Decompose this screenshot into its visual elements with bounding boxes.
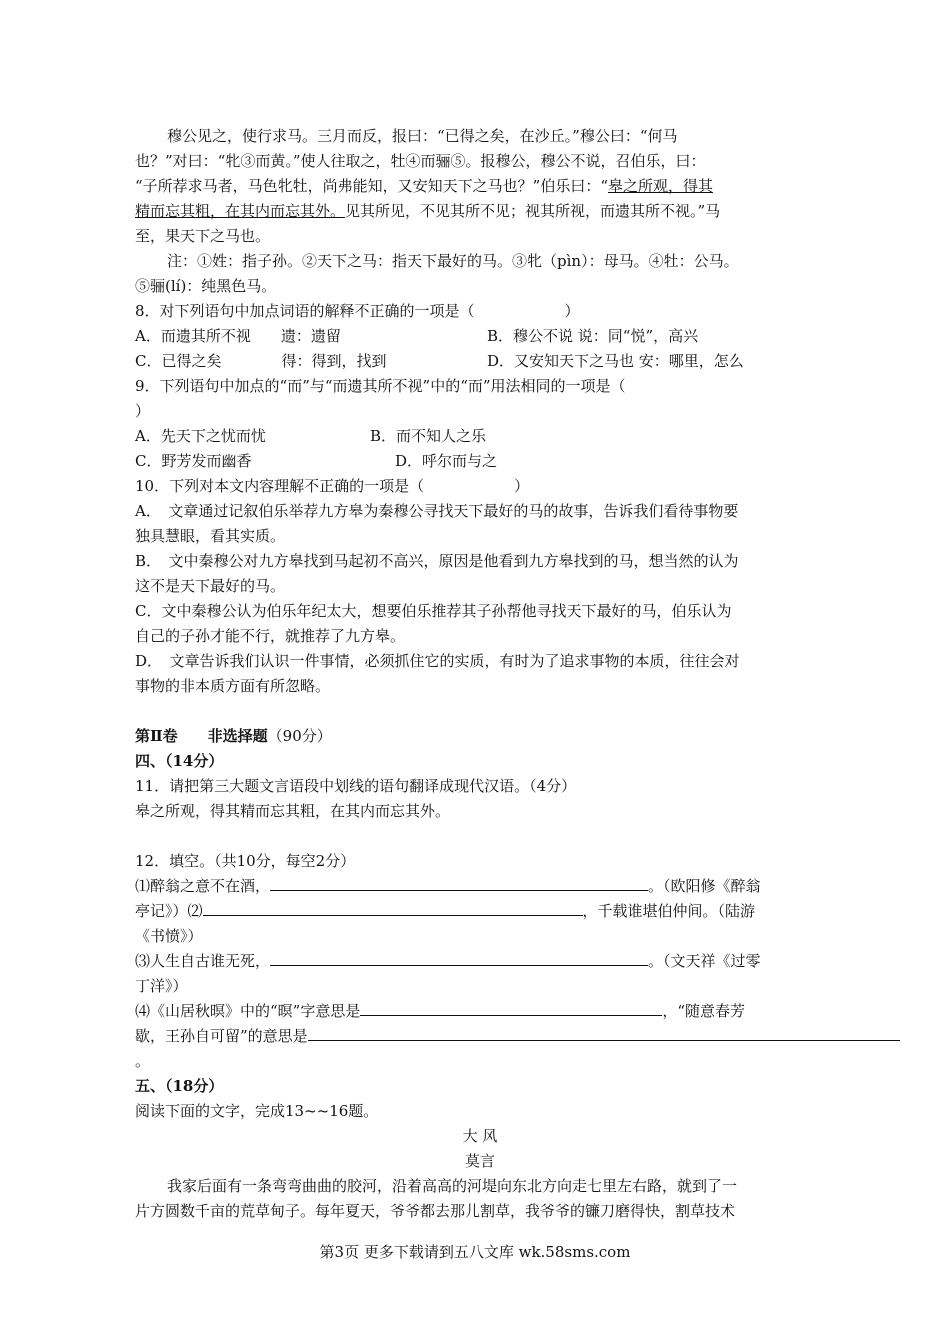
option-b: B．而不知人之乐 xyxy=(370,427,487,445)
passage-line: 穆公见之，使行求马。三月而反，报曰：“已得之矣，在沙丘。”穆公曰：“何马 xyxy=(167,127,678,145)
fill-suffix: ，“随意春芳 xyxy=(662,1002,746,1020)
answer-blank[interactable] xyxy=(360,1000,662,1016)
passage-line: 也？”对曰：“牝③而黄。”使人往取之，牡④而骊⑤。报穆公，穆公不说，召伯乐，曰： xyxy=(135,152,706,170)
page-footer: 第3页 更多下载请到五八文库 wk.58sms.com xyxy=(319,1243,631,1261)
question-8-options-cd xyxy=(135,349,825,374)
fill-suffix: 。（欧阳修《醉翁 xyxy=(648,877,761,895)
fill-line-5: 丁洋》） xyxy=(135,977,188,995)
option-a: A．先天下之忧而忧 xyxy=(135,427,266,445)
option-c-cont: 自己的子孙才能不行，就推荐了九方皋。 xyxy=(135,627,406,645)
option-c: C．野芳发而幽香 xyxy=(135,452,252,470)
question-9-stem: 9．下列语句中加点的“而”与“而遗其所不视”中的“而”用法相同的一项是（ xyxy=(135,377,626,395)
question-11-stem: 11．请把第三大题文言语段中划线的语句翻译成现代汉语。（4分） xyxy=(135,777,577,795)
fill-line-1 xyxy=(135,874,825,899)
option-b: B．穆公不说 说：同“悦”，高兴 xyxy=(487,327,699,345)
fill-prompt: ⑴醉翁之意不在酒， xyxy=(135,877,271,895)
section-4-heading: 四、（14分） xyxy=(135,752,224,770)
passage-line: 至，果天下之马也。 xyxy=(135,227,271,245)
passage-line xyxy=(135,174,825,199)
question-10-stem: 10．下列对本文内容理解不正确的一项是（ ） xyxy=(135,477,530,495)
option-a-cont: 独具慧眼，看其实质。 xyxy=(135,527,286,545)
option-b-cont: 这不是天下最好的马。 xyxy=(135,577,286,595)
fill-suffix: ，千载谁堪伯仲间。（陆游 xyxy=(582,902,756,920)
fill-line-7 xyxy=(135,1024,825,1049)
question-8-stem: 8．对下列语句中加点词语的解释不正确的一项是（ ） xyxy=(135,302,580,320)
essay-paragraph: 我家后面有一条弯弯曲曲的胶河，沿着高高的河堤向东北方向走七里左右路，就到了一 xyxy=(167,1177,738,1195)
passage-line xyxy=(135,199,825,224)
section-5-intro: 阅读下面的文字，完成13~~16题。 xyxy=(135,1102,379,1120)
essay-paragraph-cont: 片方圆数千亩的荒草甸子。每年夏天，爷爷都去那儿割草，我爷爷的镰刀磨得快，割草技术 xyxy=(135,1202,736,1220)
question-9-options-ab xyxy=(135,424,825,449)
part-2-heading xyxy=(135,724,825,749)
question-8-options-ab xyxy=(135,324,825,349)
option-c: C．已得之矣 得：得到，找到 xyxy=(135,352,387,370)
answer-blank[interactable] xyxy=(270,950,648,966)
option-d: D． 文章告诉我们认识一件事情，必须抓住它的实质，有时为了追求事物的本质，往往会对 xyxy=(135,652,740,670)
section-5-heading: 五、（18分） xyxy=(135,1077,224,1095)
question-9-options-cd xyxy=(135,449,825,474)
essay-author: 莫言 xyxy=(464,1152,495,1170)
fill-suffix: 。（文天祥《过零 xyxy=(648,952,761,970)
passage-note: ⑤骊(lí)：纯黑色马。 xyxy=(135,277,277,295)
fill-line-4 xyxy=(135,949,825,974)
option-b: B． 文中秦穆公对九方皋找到马起初不高兴，原因是他看到九方皋找到的马，想当然的认为 xyxy=(135,552,739,570)
underlined-sentence: 皋之所观，得其 xyxy=(608,177,714,195)
option-c: C．文中秦穆公认为伯乐年纪太大，想要伯乐推荐其子孙帮他寻找天下最好的马，伯乐认为 xyxy=(135,602,732,620)
question-11-text: 皋之所观，得其精而忘其粗，在其内而忘其外。 xyxy=(135,802,451,820)
question-9-stem-end: ） xyxy=(135,402,151,420)
underlined-sentence: 精而忘其粗，在其内而忘其外。 xyxy=(135,202,346,220)
fill-line-6 xyxy=(135,999,825,1024)
fill-prompt: ⑶人生自古谁无死， xyxy=(135,952,271,970)
passage-text: “子所荐求马者，马色牝牡，尚弗能知，又安知天下之马也？”伯乐曰：“ xyxy=(135,177,609,195)
page-content xyxy=(135,124,825,1224)
fill-prompt: 歇，王孙自可留”的意思是 xyxy=(135,1027,308,1045)
answer-blank[interactable] xyxy=(270,875,648,891)
passage-note: 注：①姓：指子孙。②天下之马：指天下最好的马。③牝（pìn）：母马。④牡：公马。 xyxy=(167,252,739,270)
answer-blank[interactable] xyxy=(308,1025,900,1041)
option-a: A．而遗其所不视 遗：遗留 xyxy=(135,327,341,345)
option-a: A． 文章通过记叙伯乐举荐九方皋为秦穆公寻找天下最好的马的故事，告诉我们看待事物要 xyxy=(135,502,739,520)
option-d: D．又安知天下之马也 安：哪里，怎么 xyxy=(487,352,744,370)
fill-line-2 xyxy=(135,899,825,924)
option-d-cont: 事物的非本质方面有所忽略。 xyxy=(135,677,331,695)
fill-prefix: 亭记》）⑵ xyxy=(135,902,203,920)
option-d: D．呼尔而与之 xyxy=(395,452,498,470)
fill-line-3: 《书愤》） xyxy=(135,927,203,945)
fill-line-8: 。 xyxy=(135,1052,151,1070)
part-2-title: 第Ⅱ卷 非选择题 xyxy=(135,727,268,745)
part-2-score: （90分） xyxy=(267,727,332,745)
passage-text: 见其所见，不见其所不见；视其所视，而遗其所不视。”马 xyxy=(345,202,721,220)
question-12-stem: 12．填空。（共10分，每空2分） xyxy=(135,852,356,870)
answer-blank[interactable] xyxy=(203,900,583,916)
essay-title: 大 风 xyxy=(462,1127,498,1145)
fill-prompt: ⑷《山居秋暝》中的“暝”字意思是 xyxy=(135,1002,361,1020)
